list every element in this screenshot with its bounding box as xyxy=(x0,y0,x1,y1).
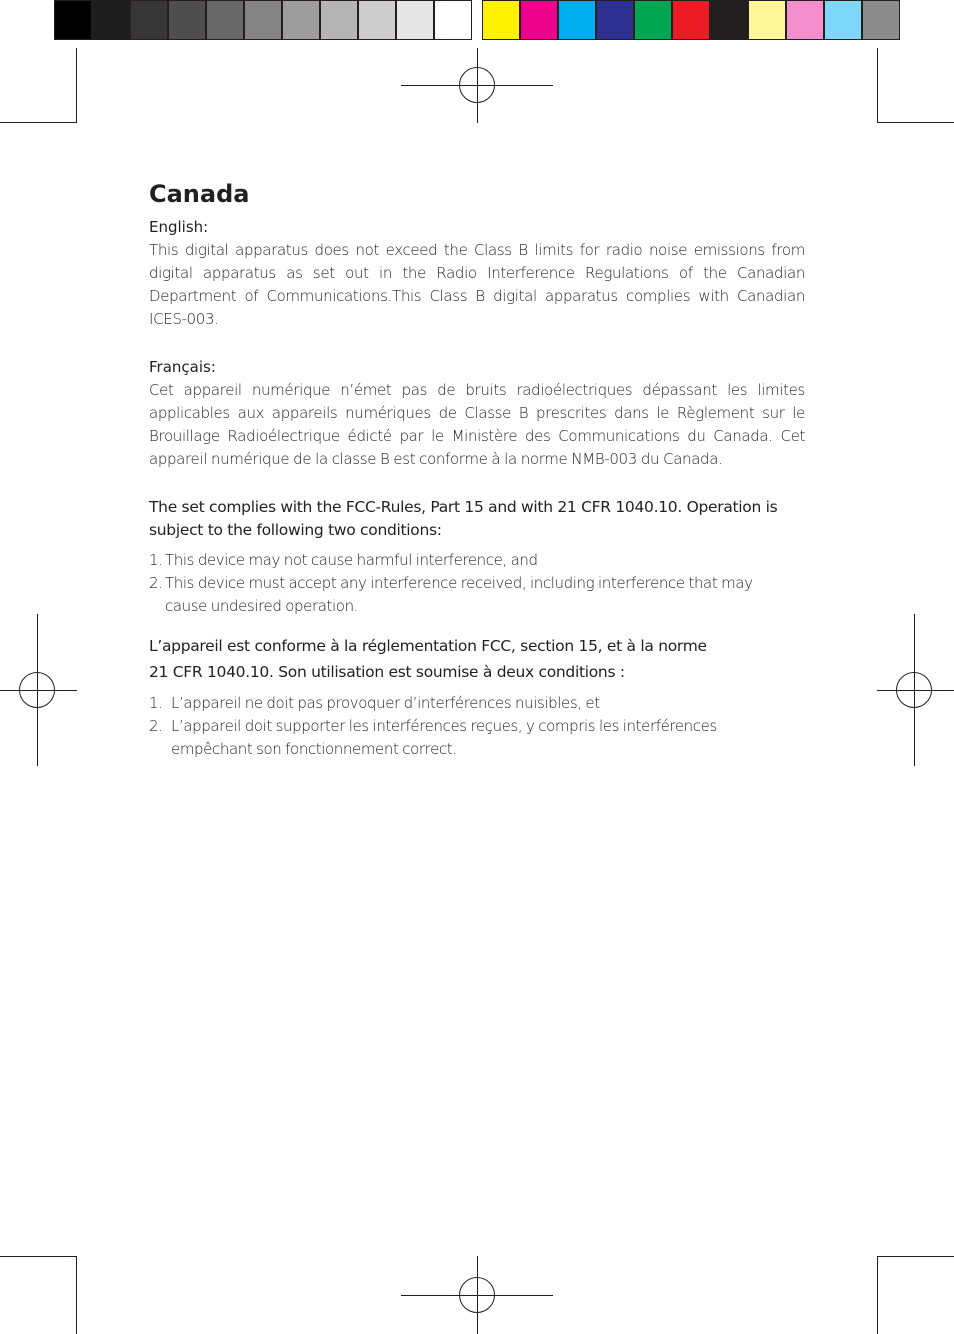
gray-patch xyxy=(359,1,397,39)
fcc-conditions-english xyxy=(149,549,805,618)
crop-mark xyxy=(877,1256,878,1334)
color-patch xyxy=(749,1,787,39)
list-item xyxy=(149,715,805,761)
page-title: Canada xyxy=(149,180,250,208)
crop-mark xyxy=(0,122,77,123)
grayscale-calibration-strip xyxy=(54,0,472,40)
registration-mark-circle xyxy=(459,1277,495,1313)
crop-mark xyxy=(0,1256,77,1257)
document-body xyxy=(149,178,805,761)
color-patch xyxy=(711,1,749,39)
crop-mark xyxy=(877,122,954,123)
crop-mark xyxy=(76,1256,77,1334)
list-number: 1. xyxy=(149,551,163,569)
registration-mark-circle xyxy=(459,67,495,103)
french-paragraph: Cet appareil numérique n’émet pas de bruits radioélectriques dépassant les limites applicables aux appareils numériques de Classe B prescrites dans le Règlement sur le Brouillage Radioélectrique édicté par le Ministère des Communications du Canada. Cet appareil numérique de la classe B est conforme à la norme NMB-003 du Canada. xyxy=(149,381,805,468)
list-text: This device must accept any interference received, including interference that may xyxy=(165,574,753,592)
list-number: 1. xyxy=(149,694,163,712)
gray-patch xyxy=(207,1,245,39)
gray-patch xyxy=(93,1,131,39)
color-patch xyxy=(825,1,863,39)
registration-mark-circle xyxy=(19,672,55,708)
english-label: English: xyxy=(149,218,209,236)
crop-mark xyxy=(76,48,77,123)
crop-mark xyxy=(877,1256,954,1257)
gray-patch xyxy=(321,1,359,39)
gray-patch xyxy=(169,1,207,39)
gray-patch xyxy=(245,1,283,39)
list-text: L’appareil ne doit pas provoquer d’interférences nuisibles, et xyxy=(171,694,600,712)
list-number: 2. xyxy=(149,717,163,735)
list-text: L’appareil doit supporter les interférences reçues, y compris les interférences xyxy=(171,717,717,735)
list-text-continued: empêchant son fonctionnement correct. xyxy=(171,740,457,758)
gray-patch xyxy=(397,1,435,39)
color-patch xyxy=(483,1,521,39)
color-patch xyxy=(635,1,673,39)
english-paragraph: This digital apparatus does not exceed the Class B limits for radio noise emissions from digital apparatus as set out in the Radio Interference Regulations of the Canadian Department of Communications.This Class B digital apparatus complies with Canadian ICES-003. xyxy=(149,241,805,328)
list-item xyxy=(149,572,805,618)
color-patch xyxy=(521,1,559,39)
fcc-statement-french-line-2: 21 CFR 1040.10. Son utilisation est soumise à deux conditions : xyxy=(149,663,625,681)
gray-patch xyxy=(55,1,93,39)
gray-patch xyxy=(131,1,169,39)
fcc-statement-english: The set complies with the FCC-Rules, Part 15 and with 21 CFR 1040.10. Operation is subject to the following two conditions: xyxy=(149,498,778,539)
fcc-conditions-french xyxy=(149,692,805,761)
color-patch xyxy=(559,1,597,39)
color-patch xyxy=(863,1,899,39)
gray-patch xyxy=(435,1,471,39)
french-label: Français: xyxy=(149,358,216,376)
color-calibration-strip xyxy=(482,0,900,40)
fcc-statement-french-line-1: L’appareil est conforme à la réglementation FCC, section 15, et à la norme xyxy=(149,637,707,655)
list-item xyxy=(149,692,805,715)
list-text-continued: cause undesired operation. xyxy=(165,597,359,615)
list-text: This device may not cause harmful interference, and xyxy=(165,551,538,569)
color-patch xyxy=(673,1,711,39)
color-patch xyxy=(597,1,635,39)
color-patch xyxy=(787,1,825,39)
gray-patch xyxy=(283,1,321,39)
list-number: 2. xyxy=(149,574,163,592)
registration-mark-circle xyxy=(896,672,932,708)
list-item xyxy=(149,549,805,572)
crop-mark xyxy=(877,48,878,123)
